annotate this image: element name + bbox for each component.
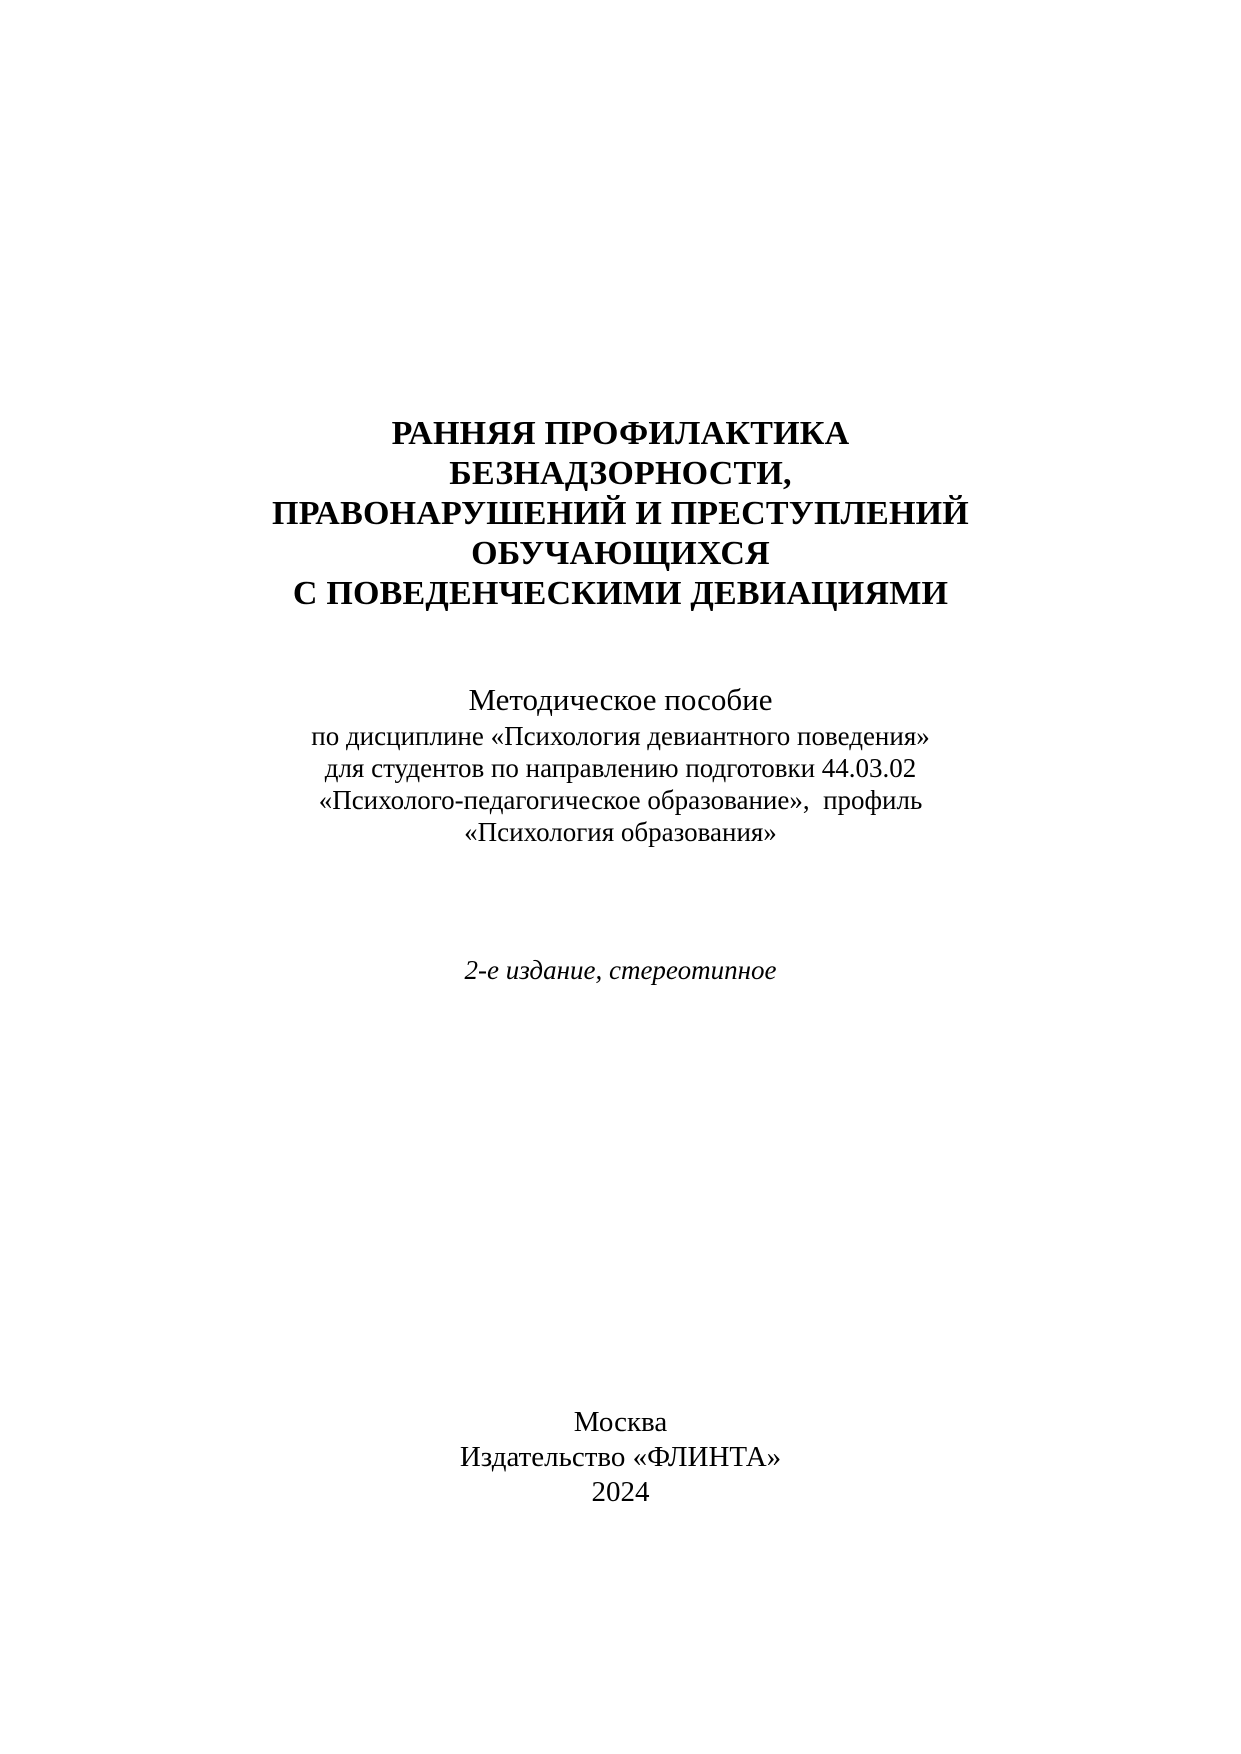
subtitle-line: «Психолого-педагогическое образование», профиль xyxy=(318,785,923,815)
subtitle-line: «Психология образования» xyxy=(464,817,777,847)
subtitle-line: для студентов по направлению подготовки 44.03.02 xyxy=(324,753,917,783)
book-title-line: ПРАВОНАРУШЕНИЙ И ПРЕСТУПЛЕНИЙ xyxy=(272,495,969,532)
book-title-line: ОБУЧАЮЩИХСЯ xyxy=(471,535,770,572)
document-type: Методическое пособие xyxy=(468,682,773,717)
book-title xyxy=(0,414,1241,614)
subtitle-line: по дисциплине «Психология девиантного поведения» xyxy=(311,721,930,751)
book-title-line: С ПОВЕДЕНЧЕСКИМИ ДЕВИАЦИЯМИ xyxy=(292,575,949,612)
imprint xyxy=(0,1405,1241,1510)
imprint-publisher: Издательство «ФЛИНТА» xyxy=(459,1441,782,1473)
edition-note: 2-е издание, стереотипное xyxy=(464,955,777,985)
imprint-city: Москва xyxy=(573,1406,668,1438)
book-title-line: БЕЗНАДЗОРНОСТИ, xyxy=(449,455,792,492)
imprint-year: 2024 xyxy=(591,1476,650,1508)
book-subtitle xyxy=(0,680,1241,848)
book-title-line: РАННЯЯ ПРОФИЛАКТИКА xyxy=(391,415,850,452)
